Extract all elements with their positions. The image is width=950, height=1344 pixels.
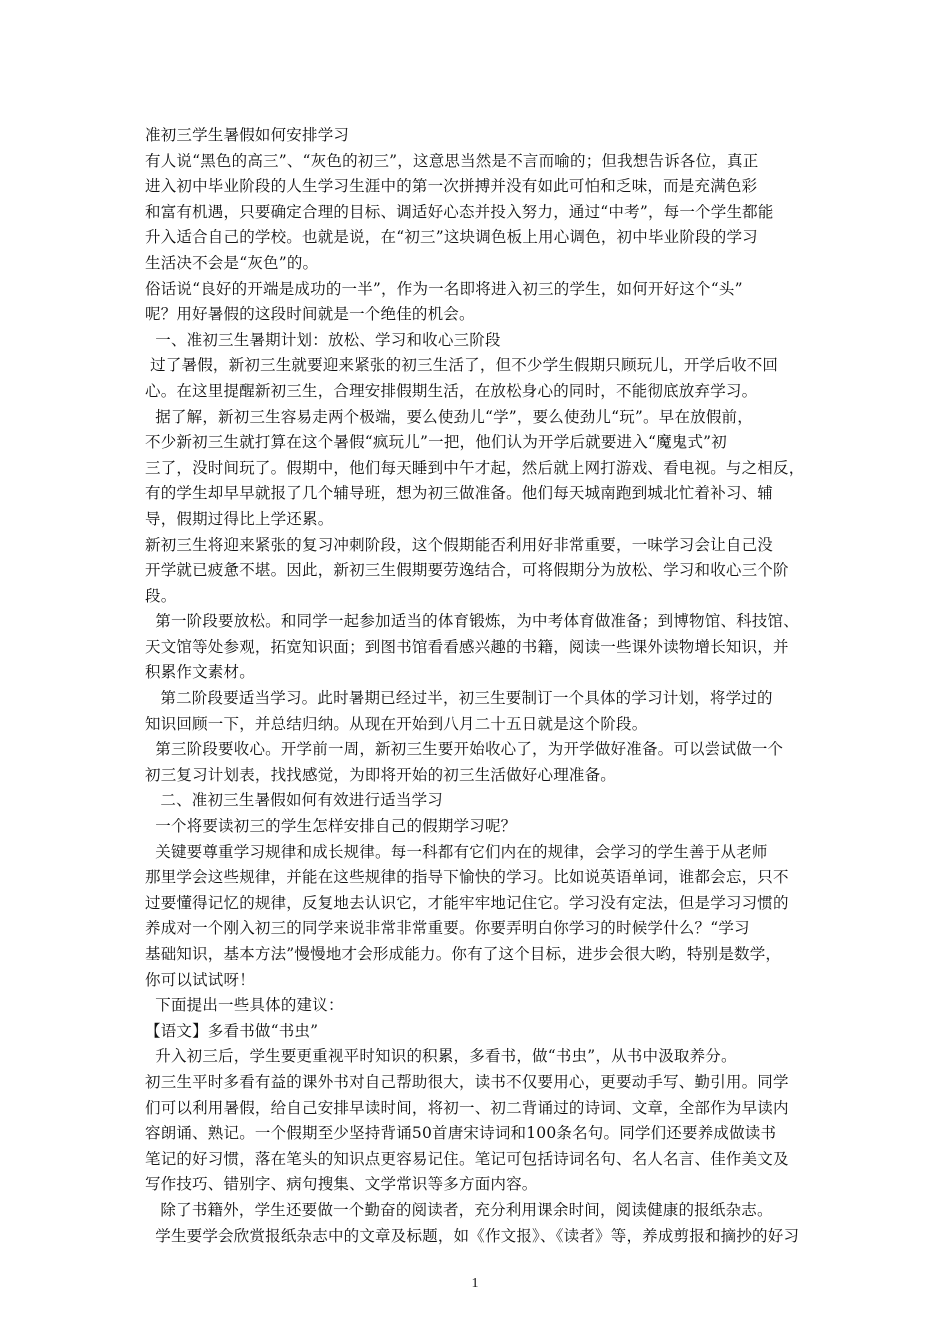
text-line: 新初三生将迎来紧张的复习冲刺阶段，这个假期能否利用好非常重要，一味学习会让自己没 (145, 535, 774, 554)
text-line: 容朗诵、熟记。一个假期至少坚持背诵50首唐宋诗词和100条名句。同学们还要养成做读书 (145, 1124, 777, 1143)
page-number: 1 (471, 1276, 479, 1291)
text-line: 俗话说“良好的开端是成功的一半”，作为一名即将进入初三的学生，如何开好这个“头” (145, 279, 743, 298)
document-body (145, 123, 810, 1249)
text-line: 开学就已疲惫不堪。因此，新初三生假期要劳逸结合，可将假期分为放松、学习和收心三个阶 (145, 561, 789, 580)
text-line: 积累作文素材。 (145, 663, 255, 682)
text-line: 那里学会这些规律，并能在这些规律的指导下愉快的学习。比如说英语单词，谁都会忘，只不 (145, 868, 789, 887)
text-line: 呢？用好暑假的这段时间就是一个绝佳的机会。 (145, 305, 475, 324)
text-line: 基础知识，基本方法”慢慢地才会形成能力。你有了这个目标，进步会很大哟，特别是数学， (145, 945, 782, 963)
text-line: 升入适合自己的学校。也就是说，在“初三”这块调色板上用心调色，初中毕业阶段的学习 (145, 228, 758, 247)
text-line: 一个将要读初三的学生怎样安排自己的假期学习呢？ (145, 817, 517, 836)
text-line: 们可以利用暑假，给自己安排早读时间，将初一、初二背诵过的诗词、文章，全部作为早读内 (145, 1098, 789, 1117)
text-line: 关键要尊重学习规律和成长规律。每一科都有它们内在的规律，会学习的学生善于从老师 (145, 842, 768, 861)
text-line: 养成对一个刚入初三的同学来说非常非常重要。你要弄明白你学习的时候学什么？“学习 (145, 919, 750, 938)
text-line: 升入初三后，学生要更重视平时知识的积累，多看书，做“书虫”，从书中汲取养分。 (145, 1047, 737, 1066)
text-line: 天文馆等处参观，拓宽知识面；到图书馆看看感兴趣的书籍，阅读一些课外读物增长知识，并 (145, 637, 789, 656)
text-line: 【语文】多看书做“书虫” (145, 1021, 319, 1040)
text-line: 写作技巧、错别字、病句搜集、文学常识等多方面内容。 (145, 1175, 538, 1194)
text-line: 第三阶段要收心。开学前一周，新初三生要开始收心了，为开学做好准备。可以尝试做一个 (145, 740, 784, 759)
text-line: 第二阶段要适当学习。此时暑期已经过半，初三生要制订一个具体的学习计划，将学过的 (145, 689, 773, 708)
text-line: 过了暑假，新初三生就要迎来紧张的初三生活了，但不少学生假期只顾玩儿，开学后收不回 (145, 356, 779, 375)
text-line: 三了，没时间玩了。假期中，他们每天睡到中午才起，然后就上网打游戏、看电视。与之相反， (145, 458, 805, 477)
document-title: 准初三学生暑假如何安排学习 (145, 126, 350, 144)
text-line: 你可以试试呀！ (145, 970, 255, 989)
text-line: 有人说“黑色的高三”、“灰色的初三”，这意思当然是不言而喻的；但我想告诉各位，真正 (145, 151, 759, 170)
text-line: 第一阶段要放松。和同学一起参加适当的体育锻炼，为中考体育做准备；到博物馆、科技馆、 (145, 612, 799, 631)
text-line: 二、准初三生暑假如何有效进行适当学习 (145, 791, 443, 810)
text-line: 段。 (145, 586, 177, 605)
text-line: 知识回顾一下，并总结归纳。从现在开始到八月二十五日就是这个阶段。 (145, 714, 648, 733)
text-line: 生活决不会是“灰色”的。 (145, 253, 319, 272)
text-line: 和富有机遇，只要确定合理的目标、调适好心态并投入努力，通过“中考”，每一个学生都能 (145, 202, 774, 221)
text-line: 据了解，新初三生容易走两个极端，要么使劲儿“学”，要么使劲儿“玩”。早在放假前， (145, 407, 753, 426)
text-line: 心。在这里提醒新初三生，合理安排假期生活，在放松身心的同时，不能彻底放弃学习。 (145, 381, 758, 400)
text-line: 不少新初三生就打算在这个暑假“疯玩儿”一把，他们认为开学后就要进入“魔鬼式”初 (145, 433, 727, 452)
text-line: 学生要学会欣赏报纸杂志中的文章及标题，如《作文报》、《读者》等，养成剪报和摘抄的好习 (145, 1226, 800, 1245)
text-line: 过要懂得记忆的规律，反复地去认识它，才能牢牢地记住它。学习没有定法，但是学习习惯的 (145, 893, 789, 912)
text-line: 一、准初三生暑期计划：放松、学习和收心三阶段 (145, 330, 501, 349)
text-line: 除了书籍外，学生还要做一个勤奋的阅读者，充分利用课余时间，阅读健康的报纸杂志。 (145, 1200, 773, 1219)
text-line: 笔记的好习惯，落在笔头的知识点更容易记住。笔记可包括诗词名句、名人名言、佳作美文及 (145, 1149, 789, 1168)
text-line: 有的学生却早早就报了几个辅导班，想为初三做准备。他们每天城南跑到城北忙着补习、辅 (145, 484, 774, 503)
text-line: 下面提出一些具体的建议： (145, 996, 344, 1015)
text-line: 进入初中毕业阶段的人生学习生涯中的第一次拼搏并没有如此可怕和乏味，而是充满色彩 (145, 177, 758, 196)
text-line: 初三生平时多看有益的课外书对自己帮助很大，读书不仅要用心，更要动手写、勤引用。同学 (145, 1072, 789, 1091)
text-line: 初三复习计划表，找找感觉，为即将开始的初三生活做好心理准备。 (145, 765, 617, 784)
text-line: 导，假期过得比上学还累。 (145, 509, 334, 528)
